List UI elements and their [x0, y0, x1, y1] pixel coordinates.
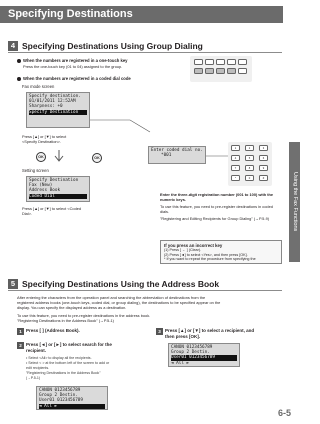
step-3-lcd — [168, 343, 240, 367]
step-1 — [17, 328, 80, 335]
section-5-intro-4: To use this feature, you need to pre-register destinations in the address book. — [17, 313, 151, 318]
section-5-intro-1: After entering the characters from the operation panel and searching the abbreviation of destinations from the — [17, 295, 206, 300]
lcd-line: Group 2 Destin. — [171, 350, 210, 356]
one-touch-key — [238, 68, 247, 74]
lcd-line: User01 0123456789 — [39, 398, 83, 404]
bullet-coded-dial-title: When the numbers are registered in a coded dial code — [23, 76, 131, 81]
lcd-line: Sharpness: +0 — [29, 104, 63, 110]
fax-mode-screen-label: Fax mode screen — [22, 84, 55, 89]
lcd-line-highlighted: User01 0123456789 — [171, 355, 237, 360]
lcd-line: CANON 0123456789 — [39, 388, 81, 393]
one-touch-key-selected — [216, 68, 225, 74]
numeric-key: * — [231, 175, 240, 181]
press-instruction-2: Press [▲] or [▼] to select <Coded Dial>. — [22, 206, 82, 216]
numeric-key: 1 — [231, 145, 240, 151]
section-5-heading — [8, 278, 282, 291]
fax-mode-lcd — [26, 92, 90, 128]
page-header-bar — [0, 6, 283, 23]
one-touch-key — [205, 59, 214, 65]
bullet-one-touch-title: When the numbers are registered in a one-touch key — [23, 58, 128, 63]
lcd-line: 01/01/2011 12:52AM — [29, 99, 76, 105]
step-2-text-a: Press [◄] or [►] to select search for the — [26, 342, 112, 347]
numeric-key: 9 — [259, 165, 268, 171]
section-5-intro-2: registered address books (one-touch keys, coded dial, or group dialing), the destinations to be specified appear on the — [17, 300, 221, 305]
infobox-line: (1) Press [ ← ] (Clear). — [164, 248, 202, 252]
step-2-note-4: "Registering Destinations in the Address Book" — [26, 371, 101, 375]
numeric-key: 4 — [231, 155, 240, 161]
one-touch-key-selected — [227, 68, 236, 74]
step-3-text-a: Press [▲] or [▼] to select a recipient, and — [165, 328, 255, 333]
one-touch-key — [227, 59, 236, 65]
numeric-key: 3 — [259, 145, 268, 151]
step-2-note-3: edit recipients. — [26, 366, 50, 370]
section-5-intro-3: display. You can specify the displayed address as a destination. — [17, 305, 127, 310]
one-touch-key — [194, 59, 203, 65]
step-number: 3 — [156, 328, 163, 335]
setting-screen-label: Setting screen — [22, 168, 49, 173]
lcd-tabs: ◄ All ► — [39, 404, 105, 409]
lcd-line: Address Book — [29, 188, 61, 194]
enter-instruction-reference: "Registering and Editing Recipients for Group Dialing" (→P.5-9) — [160, 216, 270, 221]
lcd-line: CANON 0123456789 — [171, 345, 213, 350]
infobox-line: * If you want to repeat the procedure from specifying the — [164, 257, 256, 262]
step-2-note-5: (→P.5-1) — [26, 376, 41, 380]
infobox-title: If you press an incorrect key — [164, 243, 223, 248]
step-2-lcd — [36, 386, 108, 410]
one-touch-key-selected — [205, 68, 214, 74]
lcd-line: Specify destination. — [29, 94, 81, 99]
one-touch-key-selected — [194, 68, 203, 74]
chapter-side-tab — [289, 142, 300, 262]
enter-instruction-text: To use this feature, you need to pre-register destinations in coded dials. — [160, 204, 273, 214]
press-instruction-1: Press [▲] or [▼] to select <Specify Destination>. — [22, 134, 67, 144]
numeric-key: 6 — [259, 155, 268, 161]
section-4-heading — [8, 40, 282, 53]
bullet-one-touch-text: Press the one-touch key (01 to 04) assigned to the group. — [23, 64, 123, 69]
lcd-line: Specify Destination — [29, 178, 79, 183]
bullet-dot-icon — [17, 59, 21, 63]
page-title: Specifying Destinations — [8, 8, 133, 20]
callout-arrow-icon — [90, 118, 160, 138]
one-touch-keypad-illustration — [190, 56, 252, 82]
one-touch-key — [238, 59, 247, 65]
setting-lcd — [26, 176, 90, 202]
lcd-line: *001 — [161, 153, 172, 159]
one-touch-key — [216, 59, 225, 65]
numeric-key: 2 — [245, 145, 254, 151]
numeric-key: 8 — [245, 165, 254, 171]
page-number: 6-5 — [277, 408, 291, 418]
lcd-tabs: ◄ All ► — [171, 360, 190, 366]
bullet-dot-icon — [17, 77, 21, 81]
section-5-title: Specifying Destinations Using the Address Book — [22, 279, 220, 289]
numeric-key: 5 — [245, 155, 254, 161]
section-4-number: 4 — [8, 41, 18, 51]
ok-button-icon: OK — [92, 153, 102, 163]
section-4-title: Specifying Destinations Using Group Dialing — [22, 41, 203, 51]
step-2-text-b: recipient. — [26, 348, 47, 353]
lcd-line-highlighted: Coded Dial — [29, 194, 87, 199]
lcd-line: Fax (New) — [29, 183, 53, 189]
numeric-key: 7 — [231, 165, 240, 171]
bullet-coded-dial — [17, 76, 131, 81]
chapter-side-tab-label: Using the Fax Functions — [292, 172, 298, 232]
section-5-number: 5 — [8, 279, 18, 289]
step-number: 1 — [17, 328, 24, 335]
numeric-key: # — [259, 175, 268, 181]
step-2-note-2: • Select < > at the bottom left of the screen to add or — [26, 361, 110, 365]
numeric-keypad-illustration — [228, 142, 272, 186]
callout-arrow-icon — [206, 152, 228, 160]
down-arrow-icon — [54, 150, 64, 164]
incorrect-key-infobox — [160, 240, 282, 264]
ok-button-icon: OK — [36, 152, 46, 162]
numeric-key: 0 — [245, 175, 254, 181]
bullet-one-touch — [17, 58, 127, 63]
section-5-intro-5: "Registering Destinations in the Address Book" (→P.5-1) — [17, 318, 114, 323]
step-number: 2 — [17, 342, 24, 349]
step-3-text-b: then press [OK]. — [165, 334, 201, 339]
lcd-line: Group 2 Destin. — [39, 393, 78, 399]
step-2-note-1: • Select <All> to display all the recipients. — [26, 356, 92, 360]
lcd-line: Enter coded dial no. — [151, 148, 203, 153]
step-1-text: Press [ ] (Address Book). — [26, 328, 80, 333]
enter-instruction-title: Enter the three-digit registration number (001 to 100) with the numeric keys. — [160, 192, 274, 202]
coded-dial-lcd — [148, 146, 206, 164]
lcd-line-highlighted: Specify Destination — [29, 110, 87, 115]
infobox-line: (2) Press [◄] to select <Yes>, and then press [OK]. — [164, 252, 248, 257]
